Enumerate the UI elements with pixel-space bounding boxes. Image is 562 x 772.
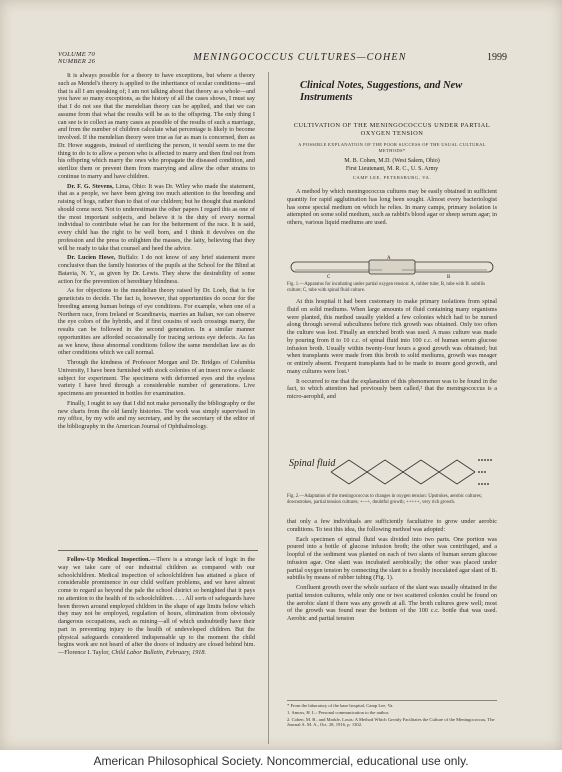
paragraph: Dr. F. G. Stevens, Lima, Ohio: It was Dr. Wiley who made the statement, that as a people, we have been giving too much attention to the breeding and raising of hogs, rather than to that of our children; but he thought that mankind should come next. Not to underestimate the other papers I regard this as one of the most important subjects, and believe it is the duty of every normal individual to contribute what he can for the betterment of the race. It is said, every child has the right to be well born, and I think it devolves on the profession and the press to enlighten the masses, the laity, believing that they will be ready to take that counsel and heed the advice. (58, 182, 255, 252)
page-header (0, 51, 562, 67)
footnote: 2. Cohen, M. B., and Markle, Louis: A Method Which Greatly Facilitates the Culture of the Meningococcus, The Journal A. M. A., Oct. 28, 1916, p. 1302. (287, 716, 495, 728)
article-title: CULTIVATION OF THE MENINGOCOCCUS UNDER PARTIAL OXYGEN TENSION (293, 122, 491, 137)
paragraph: that only a few individuals are sufficiently facultative to grow under aerobic conditions. To test this idea, the following method was adopted: (287, 518, 497, 533)
footnote: 1. Amoss, H. L.: Personal communication to the author. (287, 709, 390, 715)
page-number: 1999 (487, 52, 507, 63)
culture-path-upper (331, 460, 475, 472)
paragraph: Follow-Up Medical Inspection.—There is a strange lack of logic in the way we take care of our industrial children as compared with our schoolchildren. Medical inspection of schoolchildren has attained a place of considerable prominence in our child welfare problems, and we have almost come to regard as beyond the pale the school district so benighted that it pays no attention to the health of its schoolchildren. . . . All sorts of safeguards have been thrown around employed children in the shape of age limits below which they may not be employed, regulation of hours, elimination from obviously dangerous occupations, such as mining—all of which undoubtedly have their part in preventing injury to the health of undeveloped children. But the physical safeguards considered indispensable up to the moment the child begins work are not heard of after the doors of industry are closed behind him.—Florence I. Taylor, Child Labor Bulletin, February, 1918. (58, 556, 256, 656)
paragraph: Finally, I ought to say that I did not make personally the bibliography or the new charts from the old family histories. The work was simply supervised in my office, by my wife and my secretary, and by the secretary of the editor of the bibliography in the American Journal of Ophthalmology. (58, 399, 255, 430)
section-divider (58, 550, 258, 551)
culture-path-lower (331, 472, 475, 484)
issue-number: NUMBER 26 (58, 58, 96, 65)
source-citation: Child Labor Bulletin, February, 1918. (111, 649, 207, 656)
article-lead: Follow-Up Medical Inspection. (67, 556, 151, 563)
author-block (287, 157, 497, 173)
spinal-fluid-label: Spinal fluid (289, 458, 336, 469)
figure-1-caption: Fig. 1.—Apparatus for incubating under partial oxygen tension: A, rubber tube; B, tube with B. subtilis culture; C, tube with spinal fluid culture. (287, 282, 485, 293)
volume-number: VOLUME 70 (58, 51, 95, 58)
paragraph: Each specimen of spinal fluid was divided into two parts. One portion was poured into a bottle of glucose infusion broth; the other was centrifuged, and a loopful of the sediment was planted on each of two slants of human serum glucose infusion agar. One slant was incubated aerobically; the other was placed under partial oxygen tension by connecting the slant to a freshly inoculated agar slant of B. subtilis by means of rubber tubing (Fig. 1). (287, 535, 497, 582)
paragraph: A method by which meningococcus cultures may be easily obtained in sufficient quantity for rapid agglutination has long been sought. Almost every bacteriologist has some special medium on which he relies. In many camps, primary isolation is attempted on some solid medium, such as rabbit's blood agar or sheep serum agar; in others, various liquid mediums are used. (287, 188, 497, 226)
paragraph: Confluent growth over the whole surface of the slant was usually obtained in the partial tension cultures, while only one or two scattered colonies could be found on the aerobic slant if there was any growth at all. The broth cultures grew well; most of the growth was found near the bottom of the 100 c.c. bottle that was used. Aerobic and partial tension (287, 584, 497, 622)
archive-caption: American Philosophical Society. Noncommercial, educational use only. (93, 754, 469, 768)
footnotes (287, 700, 497, 729)
speaker-name: Dr. Lucien Howe, (67, 254, 116, 262)
section-title: Clinical Notes, Suggestions, and New Instruments (300, 80, 463, 103)
author-name: M. B. Cohen, M.D. (West Salem, Ohio) (344, 158, 440, 164)
figure-2-caption: Fig. 2.—Adaptation of the meningococcus to changes in oxygen tension: Upstrokes, aerobic cultures; downstrokes, partial tension cultures; +—+, doubtful growth; +++++, very rich growth. (287, 494, 482, 505)
running-title: MENINGOCOCCUS CULTURES—COHEN (193, 52, 407, 63)
author-rank: First Lieutenant, M. R. C., U. S. Army (345, 166, 439, 172)
paragraph: As for objections to the mendelian theory raised by Dr. Loeb, that is for geneticists to decide. The fact is, however, that opportunities do occur for the breeding among human beings of eye conditions. For example, when one of a Northern race, from Ireland or Scandinavia, marries an Italian, we can observe the eye colors of the hybrids, and if first cousins of such crossings marry, the results can be followed in the second generation. In a similar manner opportunities are afforded occasionally for tracing serious eye defects. As fas as we know, these abnormal conditions follow the same mendelian law as do other conditions which we call normal. (58, 287, 255, 357)
figure-2-diagram (287, 452, 497, 492)
rubber-tube-a (369, 260, 415, 274)
label-b: B (447, 275, 451, 279)
figure-1-apparatus (287, 255, 497, 279)
column-divider (268, 72, 269, 744)
paragraph: It occurred to me that the explanation of this phenomenon was to be found in the fact, to which attention had previously been called,² that the meningococcus is a micro-aerophil, and (287, 377, 497, 400)
speaker-name: Dr. F. G. Stevens, (67, 182, 114, 190)
paragraph: At this hospital it had been customary to make primary isolations from spinal fluid on solid mediums. When large amounts of fluid containing many organisms were planted, this method usually yielded a few colonies which had to be nursed along through several subcultures before rich growth was obtained. Only too often the culture was lost. Finally an enriched broth was used. A mass culture was made by pouring from 8 to 10 c.c. of spinal fluid into 100 c.c. of human serum glucose infusion broth. Usually within twenty-four hours a good growth was obtained; but when transplants were made from this broth to solid mediums, growth was meager or entirely absent. Frequent transplants had to be made to insure good growth, and many cultures were lost.¹ (287, 298, 497, 375)
growth-marks (478, 459, 492, 485)
right-body-2 (287, 518, 497, 625)
paragraph: Through the kindness of Professor Morgan and Dr. Bridges of Columbia University, I have been furnished with stock colonies of an insect now a classic subject for experiment. The specimens with deformed eyes and the eyeless variety I have bred through a considerable number of generations. Live specimens are presented in bottles for examination. (58, 359, 255, 397)
paragraph: Dr. Lucien Howe, Buffalo: I do not know of any brief statement more conclusive than the family histories of the pupils at the School for the Blind at Batavia, N. Y., as given by Dr. Lewis. They show the desirability of some action for the prevention of hereditary blindness. (58, 254, 255, 285)
follow-up-article (58, 556, 255, 659)
article-subtitle: A POSSIBLE EXPLANATION OF THE POOR SUCCESS OF THE USUAL CULTURAL METHODS* (298, 142, 486, 153)
right-body-1 (287, 298, 497, 403)
left-column (58, 72, 255, 433)
footnote: * From the laboratory of the base hospital, Camp Lee, Va. (287, 703, 394, 708)
label-a: A (387, 256, 391, 261)
author-location: CAMP LEE, PETERSBURG, VA. (352, 175, 432, 180)
right-intro (287, 188, 497, 229)
label-c: C (327, 275, 331, 279)
paragraph: It is always possible for a theory to have exceptions, but where a theory such as Mendel's theory is applied to the inheritance of ocular conditions—and that is all I am speaking of; I am not talking about that theory as a whole—and you have so many exceptions, as the history of all the cases shows, I must say that I do not see that the mendelian theory can be applied, and that we can assume from that what the results will be as to the offspring. The only thing I can see is to collect as many cases as possible of the results of such a marriage, and from the number of children calculate what percentage is likely to become involved. If the mendelian theory were true as far as man is concerned, then as Dr. Howe suggests, instead of sterilizing the person, it would seem to me the thing to do is to allow a person who is affected to marry and then find out from his offspring which marry the ones who propagate the diseased condition, and sterilize them or prevent them from marrying and allow the other strains to continue to marry and have children. (58, 72, 255, 180)
volume-info (58, 51, 95, 65)
